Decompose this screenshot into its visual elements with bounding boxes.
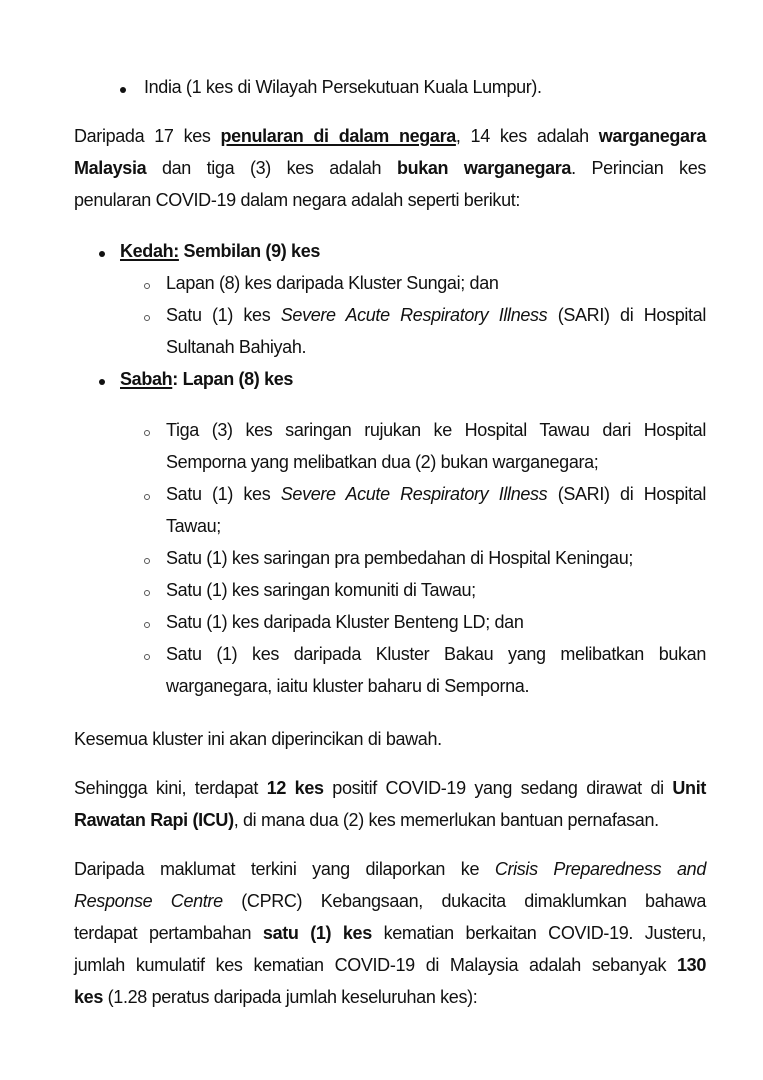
sabah-item-1: Tiga (3) kes saringan rujukan ke Hospital Tawau dari Hospital xyxy=(166,420,706,440)
kedah-heading xyxy=(120,240,752,262)
text: Satu (1) kes xyxy=(166,484,281,504)
text: (CPRC) Kebangsaan, dukacita dimaklumkan bahawa xyxy=(222,891,706,911)
text: jumlah kumulatif kes kematian COVID-19 di Malaysia adalah sebanyak xyxy=(74,955,678,975)
emphasis-text: satu (1) kes xyxy=(262,923,372,943)
paragraph-3-line-1 xyxy=(74,777,706,799)
sub-bullet-icon xyxy=(144,494,150,500)
paragraph-3-line-2 xyxy=(74,809,706,831)
text: . Perincian kes xyxy=(571,158,707,178)
sub-bullet-icon xyxy=(144,283,150,289)
text: kematian berkaitan COVID-19. Justeru, xyxy=(371,923,706,943)
text: (SARI) di Hospital xyxy=(547,484,706,504)
text: Daripada maklumat terkini yang dilaporkan ke xyxy=(74,859,495,879)
paragraph-4-line-2 xyxy=(74,890,706,912)
sabah-item-6: Satu (1) kes daripada Kluster Bakau yang melibatkan bukan xyxy=(166,644,706,664)
text: Satu (1) kes xyxy=(166,305,281,325)
italic-text: Crisis Preparedness and xyxy=(494,859,707,879)
paragraph-1-line-2 xyxy=(74,157,706,179)
paragraph-4-line-4 xyxy=(74,954,706,976)
emphasis-text: 130 xyxy=(677,955,706,975)
emphasis-text: bukan warganegara xyxy=(396,158,572,178)
sabah-item-4: Satu (1) kes saringan komuniti di Tawau; xyxy=(166,580,476,600)
emphasis-text: Rawatan Rapi (ICU) xyxy=(74,810,234,830)
sub-bullet-icon xyxy=(144,590,150,596)
sub-bullet-icon xyxy=(144,622,150,628)
bullet-icon xyxy=(120,87,126,93)
sabah-item-3: Satu (1) kes saringan pra pembedahan di Hospital Keningau; xyxy=(166,548,634,568)
sabah-item-2 xyxy=(166,483,706,505)
italic-text: Severe Acute Respiratory Illness xyxy=(280,305,548,325)
emphasis-text: Unit xyxy=(672,778,706,798)
emphasis-text: warganegara xyxy=(598,126,706,146)
state-summary: Sembilan (9) kes xyxy=(178,241,321,261)
text: (1.28 peratus daripada jumlah keseluruhan kes): xyxy=(102,987,478,1007)
text: , 14 kes adalah xyxy=(455,126,599,146)
sabah-heading xyxy=(120,368,752,390)
emphasis-text: kes xyxy=(74,987,103,1007)
text: Sehingga kini, terdapat xyxy=(74,778,267,798)
paragraph-1-line-3: penularan COVID-19 dalam negara adalah seperti berikut: xyxy=(74,190,521,210)
paragraph-1-line-1 xyxy=(74,125,706,147)
bullet-icon xyxy=(99,251,105,257)
paragraph-4-line-5 xyxy=(74,986,706,1008)
emphasis-text: penularan di dalam negara xyxy=(220,126,456,146)
text: dan tiga (3) kes adalah xyxy=(146,158,397,178)
sabah-item-5: Satu (1) kes daripada Kluster Benteng LD; dan xyxy=(166,612,524,632)
text: positif COVID-19 yang sedang dirawat di xyxy=(323,778,673,798)
text: terdapat pertambahan xyxy=(74,923,263,943)
kedah-item-1: Lapan (8) kes daripada Kluster Sungai; dan xyxy=(166,273,499,293)
italic-text: Severe Acute Respiratory Illness xyxy=(280,484,548,504)
list-item-india: India (1 kes di Wilayah Persekutuan Kuala Lumpur). xyxy=(144,77,542,97)
text: , di mana dua (2) kes memerlukan bantuan pernafasan. xyxy=(233,810,659,830)
sub-bullet-icon xyxy=(144,315,150,321)
italic-text: Response Centre xyxy=(74,891,223,911)
emphasis-text: 12 kes xyxy=(266,778,324,798)
sub-bullet-icon xyxy=(144,654,150,660)
state-name: Sabah xyxy=(120,369,173,389)
emphasis-text: Malaysia xyxy=(74,158,147,178)
bullet-icon xyxy=(99,379,105,385)
paragraph-2: Kesemua kluster ini akan diperincikan di bawah. xyxy=(74,729,442,749)
state-summary: : Lapan (8) kes xyxy=(172,369,294,389)
state-name: Kedah: xyxy=(120,241,179,261)
paragraph-4-line-1 xyxy=(74,858,706,880)
sabah-item-6-cont: warganegara, iaitu kluster baharu di Semporna. xyxy=(166,676,530,696)
kedah-item-2-cont: Sultanah Bahiyah. xyxy=(166,337,307,357)
sabah-item-2-cont: Tawau; xyxy=(166,516,221,536)
text: Daripada 17 kes xyxy=(74,126,221,146)
text: (SARI) di Hospital xyxy=(547,305,706,325)
kedah-item-2 xyxy=(166,304,706,326)
paragraph-4-line-3 xyxy=(74,922,706,944)
sabah-item-1-cont: Semporna yang melibatkan dua (2) bukan warganegara; xyxy=(166,452,599,472)
sub-bullet-icon xyxy=(144,558,150,564)
sub-bullet-icon xyxy=(144,430,150,436)
